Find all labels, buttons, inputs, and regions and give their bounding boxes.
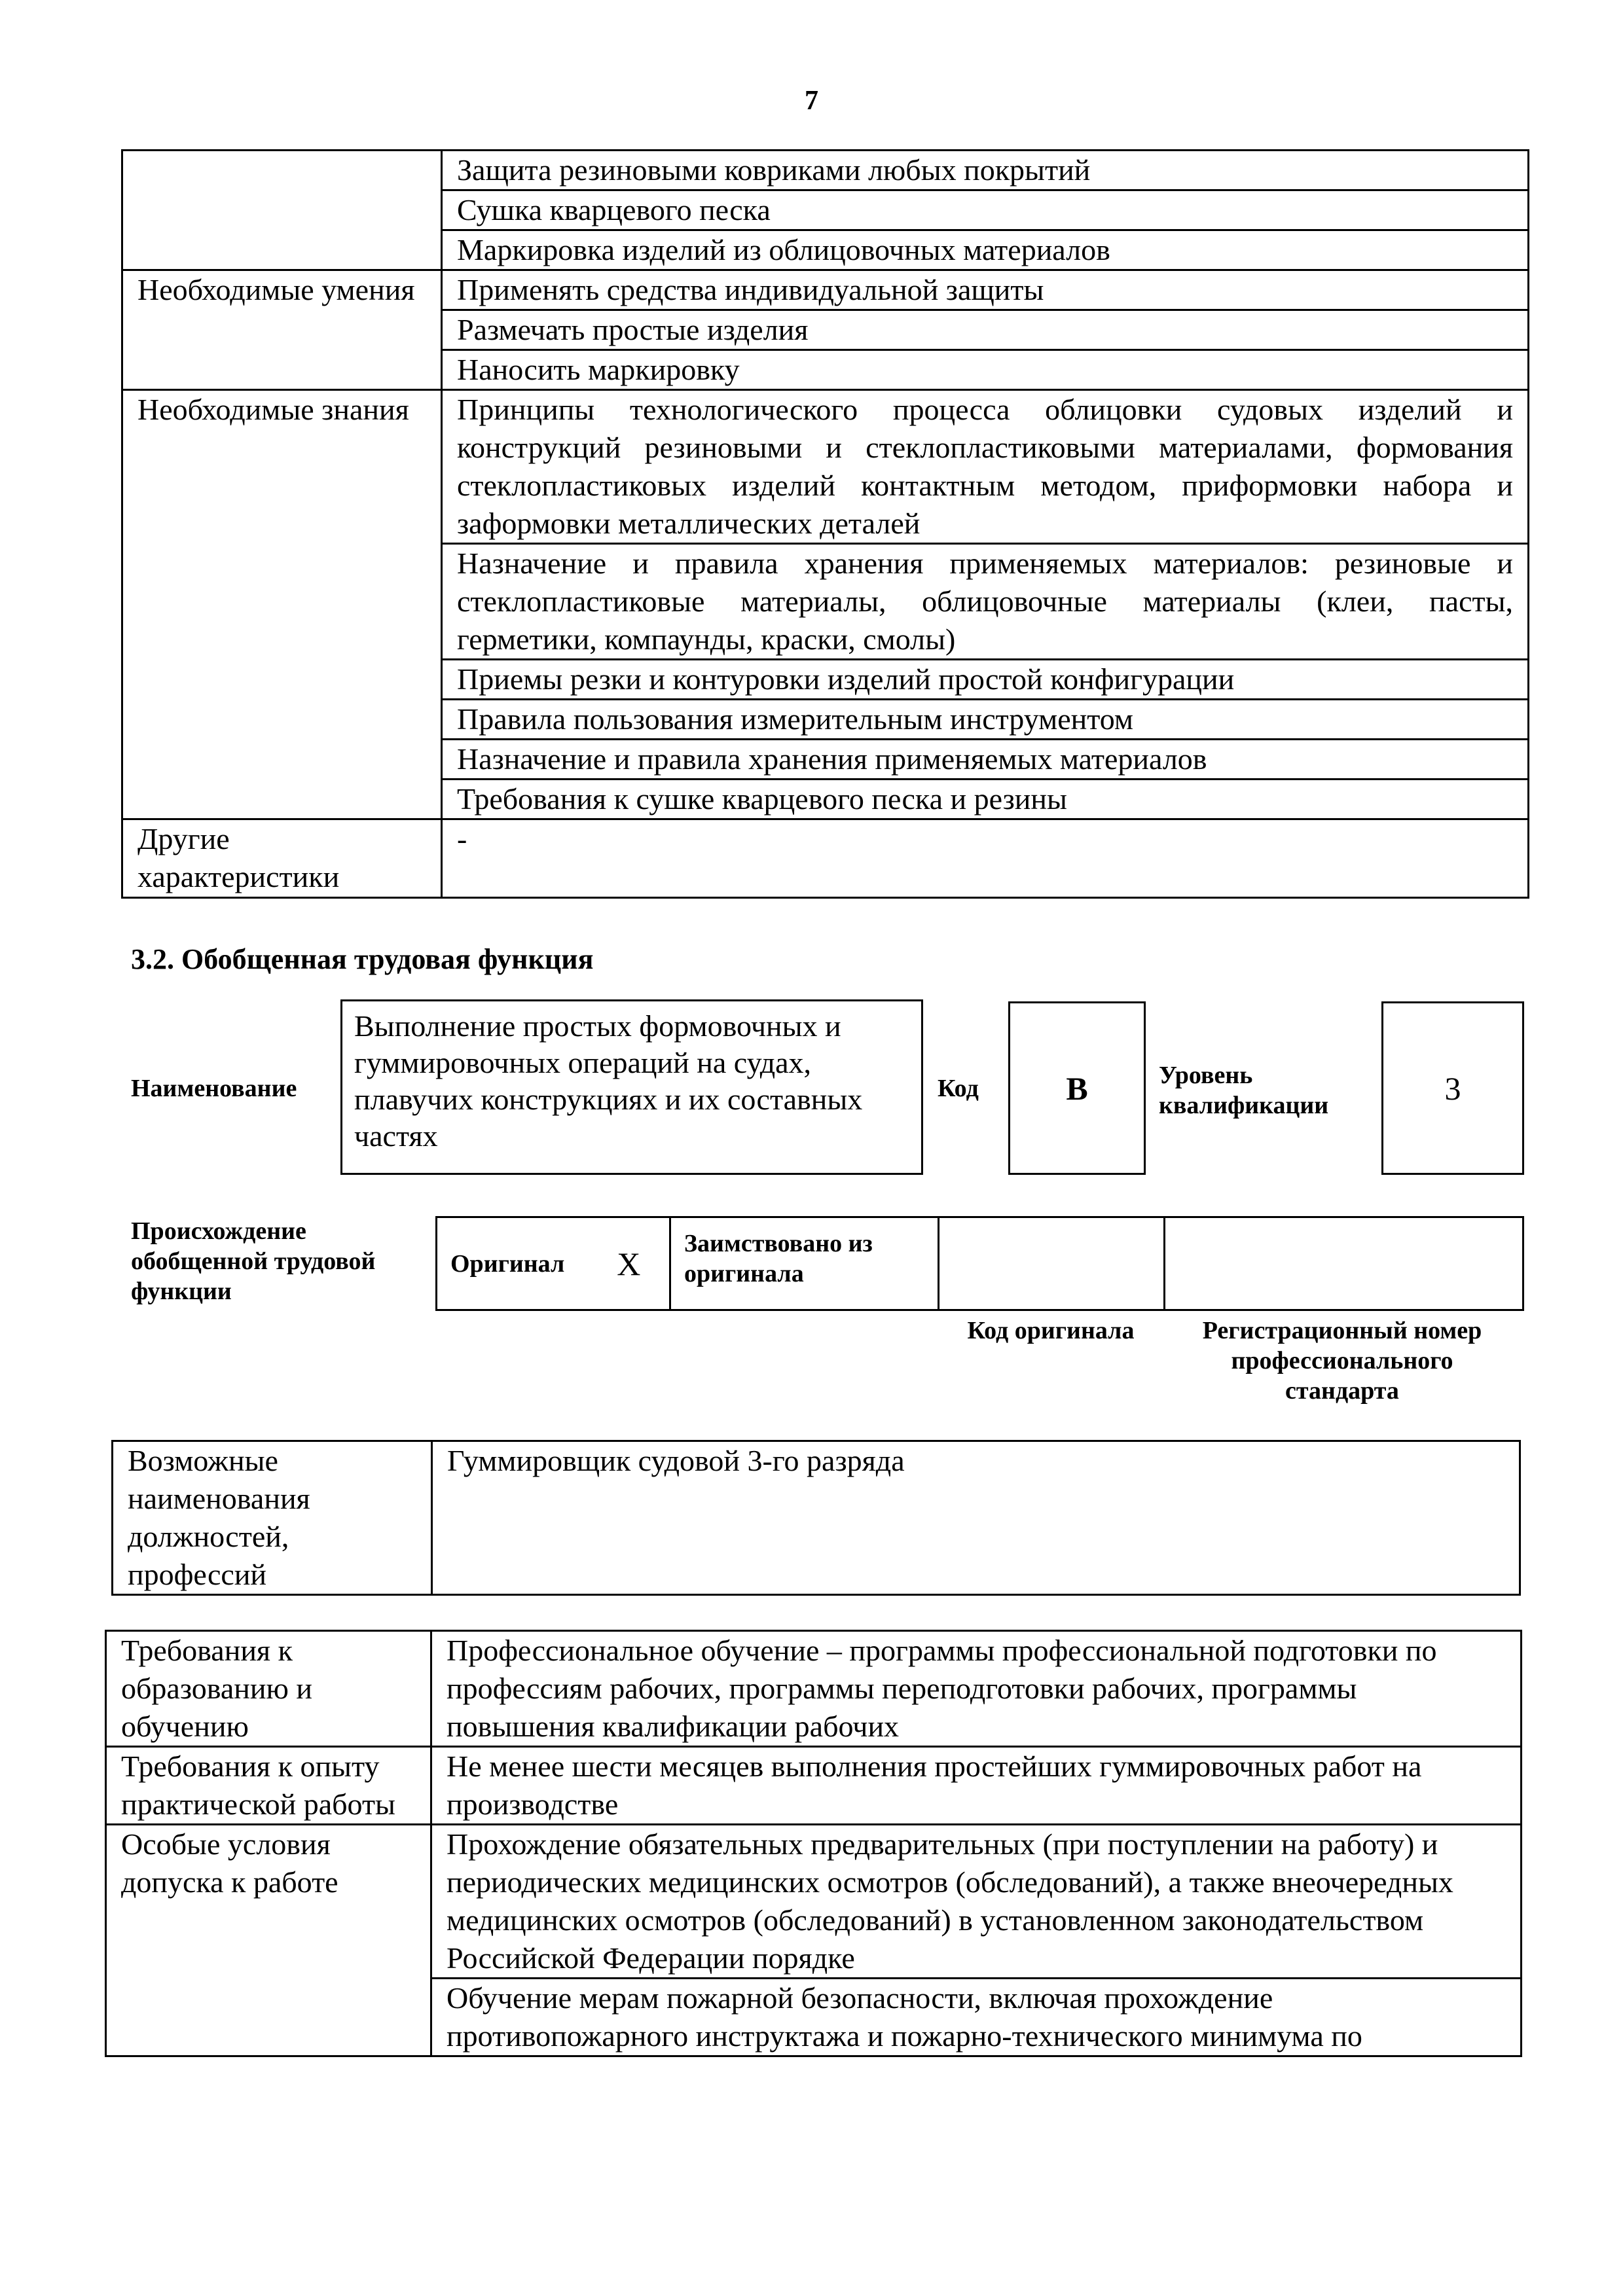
page-number: 7 — [805, 86, 818, 116]
original-mark: X — [617, 1245, 641, 1282]
row-label-knowledge: Необходимые знания — [122, 390, 442, 819]
positions-label: Возможные наименования должностей, профессий — [113, 1441, 432, 1595]
row-item: Назначение и правила хранения применяемых материалов — [442, 740, 1529, 780]
row-item: Маркировка изделий из облицовочных материалов — [442, 230, 1529, 270]
row-item: Наносить маркировку — [442, 350, 1529, 390]
row-item: Приемы резки и контуровки изделий простой конфигурации — [442, 660, 1529, 700]
table-row — [122, 151, 1529, 190]
row-label-skills: Необходимые умения — [122, 270, 442, 390]
requirements-table — [105, 1630, 1522, 2057]
code-original-caption: Код оригинала — [967, 1317, 1135, 1344]
code-box — [1008, 1001, 1146, 1175]
code-original-cell — [939, 1218, 1165, 1309]
function-name-box — [340, 999, 923, 1175]
function-name-value: Выполнение простых формовочных и гуммировочных операций на судах, плавучих конструкциях и их составных частях — [354, 1009, 863, 1153]
row-item: Назначение и правила хранения применяемых материалов: резиновые и стеклопластиковые материалы, облицовочные материалы (клеи, пасты, герметики, компаунды, краски, смолы) — [442, 544, 1529, 660]
table-row — [122, 819, 1529, 898]
positions-table — [111, 1440, 1521, 1596]
original-cell — [437, 1218, 671, 1309]
table-row — [106, 1747, 1522, 1825]
reg-number-caption: Регистрационный номер профессионального стандарта — [1202, 1317, 1482, 1405]
row-item: Требования к сушке кварцевого песка и резины — [442, 780, 1529, 819]
positions-value: Гуммировщик судовой 3-го разряда — [432, 1441, 1520, 1595]
origin-table — [435, 1216, 1524, 1311]
table-row — [106, 1825, 1522, 1979]
borrowed-cell — [671, 1218, 939, 1309]
conditions-label: Особые условия допуска к работе — [106, 1825, 431, 2056]
table-row — [122, 390, 1529, 544]
competency-table — [121, 149, 1529, 899]
conditions-value: Обучение мерам пожарной безопасности, включая прохождение противопожарного инструктажа и пожарно-технического минимума по — [431, 1979, 1522, 2056]
reg-number-cell — [1165, 1218, 1522, 1309]
origin-label: Происхождение обобщенной трудовой функции — [131, 1217, 376, 1305]
borrowed-label: Заимствовано из оригинала — [684, 1230, 873, 1287]
experience-value: Не менее шести месяцев выполнения простейших гуммировочных работ на производстве — [431, 1747, 1522, 1825]
education-value: Профессиональное обучение – программы профессиональной подготовки по профессиям рабочих, программы переподготовки рабочих, программы повышения квалификации рабочих — [431, 1631, 1522, 1747]
row-label — [122, 151, 442, 270]
row-item: Размечать простые изделия — [442, 310, 1529, 350]
conditions-value: Прохождение обязательных предварительных (при поступлении на работу) и периодических медицинских осмотров (обследований), а также внеочередных медицинских осмотров (обследований) в установленном законодательством Российской Федерации порядке — [431, 1825, 1522, 1979]
experience-label: Требования к опыту практической работы — [106, 1747, 431, 1825]
education-label: Требования к образованию и обучению — [106, 1631, 431, 1747]
original-label: Оригинал — [450, 1249, 565, 1278]
name-label: Наименование — [131, 1075, 297, 1102]
row-item: Правила пользования измерительным инструментом — [442, 700, 1529, 740]
level-label: Уровень квалификации — [1159, 1062, 1329, 1119]
row-item: - — [442, 819, 1529, 898]
row-item: Применять средства индивидуальной защиты — [442, 270, 1529, 310]
code-value: B — [1066, 1069, 1088, 1107]
level-value: 3 — [1444, 1069, 1461, 1107]
row-item: Сушка кварцевого песка — [442, 190, 1529, 230]
section-title: 3.2. Обобщенная трудовая функция — [131, 943, 594, 975]
row-item: Принципы технологического процесса облицовки судовых изделий и конструкций резиновыми и стеклопластиковыми материалами, формования стеклопластиковых изделий контактным методом, приформовки набора и заформовки металлических деталей — [442, 390, 1529, 544]
row-item: Защита резиновыми ковриками любых покрытий — [442, 151, 1529, 190]
level-box — [1381, 1001, 1524, 1175]
table-row — [113, 1441, 1520, 1595]
table-row — [122, 270, 1529, 310]
code-label: Код — [938, 1075, 979, 1102]
table-row — [106, 1631, 1522, 1747]
row-label-other: Другие характеристики — [122, 819, 442, 898]
